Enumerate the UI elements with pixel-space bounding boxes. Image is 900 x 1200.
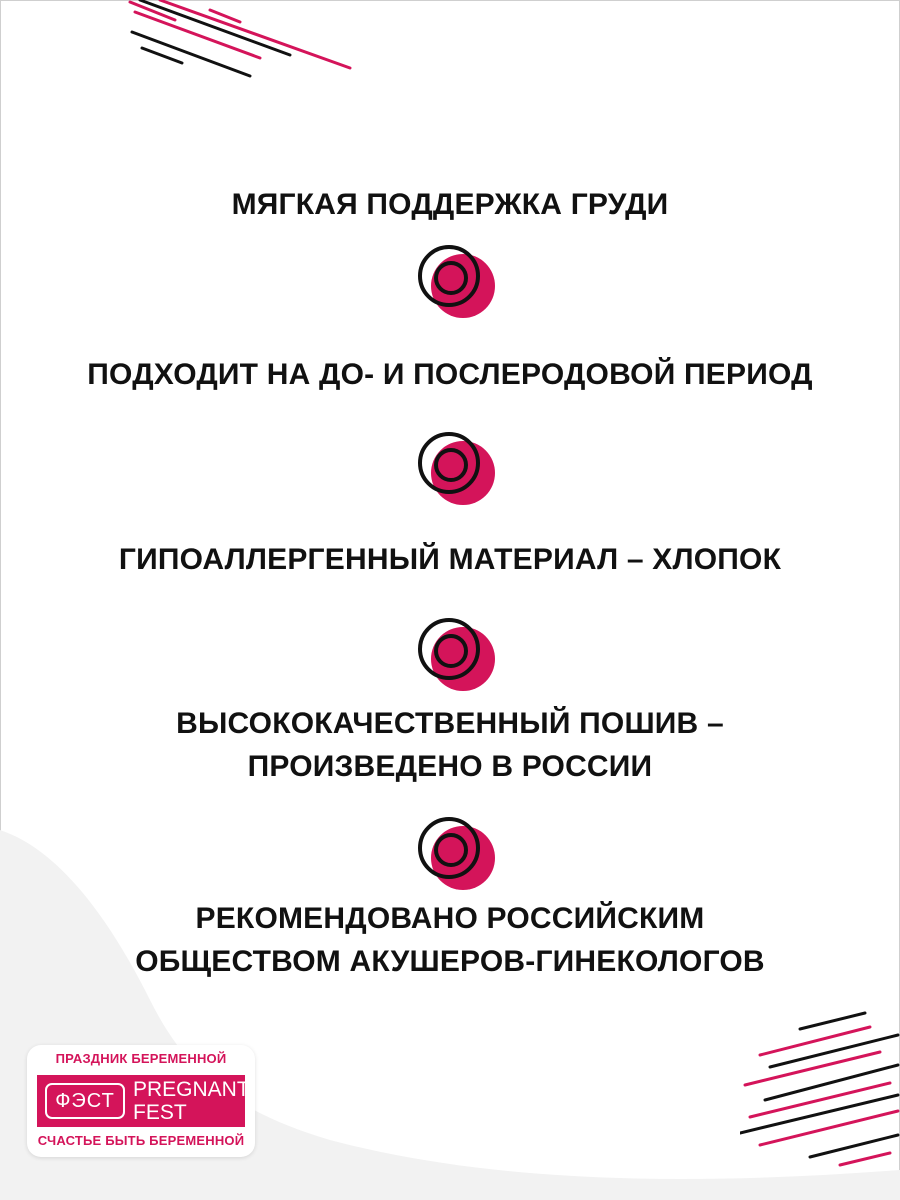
feature-text-quality: ВЫСОКОКАЧЕСТВЕННЫЙ ПОШИВ – ПРОИЗВЕДЕНО В РОССИИ <box>176 707 724 783</box>
target-circle-icon <box>413 240 499 326</box>
target-circle-icon <box>413 812 499 898</box>
feature-text-period: ПОДХОДИТ НА ДО- И ПОСЛЕРОДОВОЙ ПЕРИОД <box>87 358 813 391</box>
decorative-lines-bottom <box>740 1005 900 1170</box>
logo-name: PREGNANT FEST <box>133 1078 250 1124</box>
feature-text-soft-support: МЯГКАЯ ПОДДЕРЖКА ГРУДИ <box>231 188 669 221</box>
target-circle-icon <box>413 613 499 699</box>
logo-top-text: ПРАЗДНИК БЕРЕМЕННОЙ <box>55 1051 227 1066</box>
pregnant-fest-logo <box>27 1045 255 1157</box>
logo-bottom-text: СЧАСТЬЕ БЫТЬ БЕРЕМЕННОЙ <box>37 1133 245 1148</box>
logo-band <box>37 1075 250 1127</box>
feature-text-recommended: РЕКОМЕНДОВАНО РОССИЙСКИМ ОБЩЕСТВОМ АКУШЕРОВ-ГИНЕКОЛОГОВ <box>135 902 765 978</box>
feature-text-material: ГИПОАЛЛЕРГЕННЫЙ МАТЕРИАЛ – ХЛОПОК <box>118 543 782 576</box>
logo-mark: ФЭСТ <box>45 1083 125 1119</box>
target-circle-icon <box>413 427 499 513</box>
